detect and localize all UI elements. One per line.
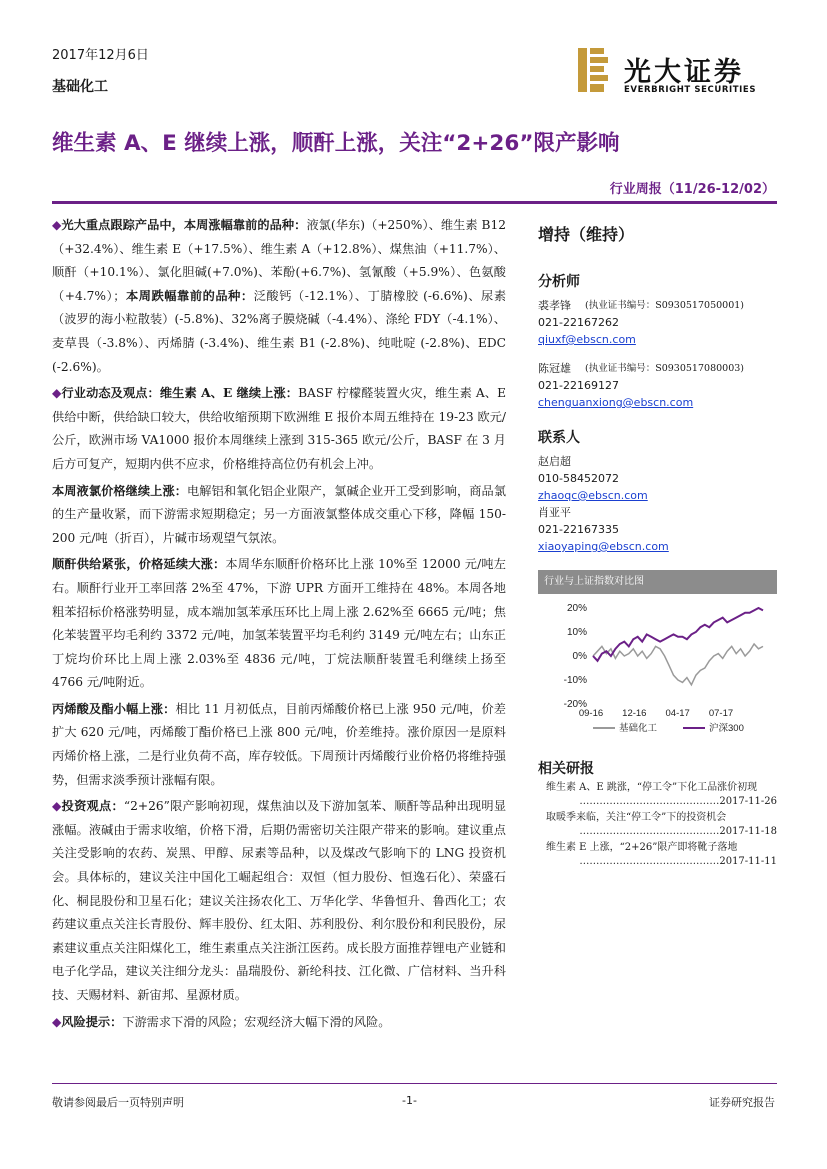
analyst-cert: (执业证书编号：S0930517050001): [585, 300, 744, 311]
body-text: “2+26”限产影响初现，煤焦油以及下游加氢苯、顺酐等品种出现明显涨幅。液碱由于需求收缩，价格下滑，后期仍需密切关注限产带来的影响。建议重点关注受影响的农药、炭黑、甲醇、尿素等品种，以及煤改气影响下的 LNG 投资机会。具体标的，建议关注中国化工崛起组合：双恒（恒力股份、恒逸石化）、荣盛石化、桐昆股份和卫星石化；建议关注扬农化工、万华化学、华鲁恒升、鲁西化工；农药建议重点关注长青股份、辉丰股份、红太阳、苏利股份、利尔股份和利民股份，尿素建议重点关注阳煤化工，维生素重点关注浙江医药。成长股方面推荐锂电产业链和电子化学品，建议关注细分龙头：晶瑞股份、新纶科技、江化微、广信材料、当升科技、天赐材料、新宙邦、星源材质。: [52, 799, 507, 1002]
report-type: 行业周报（11/26-12/02）: [609, 182, 775, 197]
lead-text: 本周液氯价格继续上涨：: [52, 483, 187, 498]
lead-text: 本周跌幅靠前的品种：: [125, 288, 254, 303]
analyst-email-link[interactable]: chenguanxiong@ebscn.com: [538, 396, 694, 409]
lead-text: 投资观点：: [61, 799, 124, 814]
related-report-item[interactable]: [538, 811, 777, 838]
lead-text: 顺酐供给紧张，价格延续大涨：: [52, 557, 226, 572]
footer-divider: [52, 1083, 777, 1084]
body-text: 液氯(华东)（+250%）、维生素 B12（+32.4%）、维生素 E（+17.5%）、维生素 A（+12.8%）、煤焦油（+11.7%）、顺酐（+10.1%）、氯化胆碱(+7.0%)、苯酚(+6.7%)、氢氰酸（+5.9%）、色氨酸（+4.7%）；: [52, 218, 506, 303]
comparison-chart: [538, 570, 777, 748]
contact-email-link[interactable]: zhaoqc@ebscn.com: [538, 489, 648, 502]
report-title: 维生素 A、E 继续上涨，顺酐上涨，关注“2+26”限产影响: [52, 131, 620, 156]
y-tick-label: 10%: [566, 627, 587, 638]
legend-label: 基础化工: [619, 723, 658, 734]
contact-phone: 010-58452072: [538, 472, 619, 485]
sidebar: [538, 214, 778, 555]
paragraph-maleic-anhydride: [52, 553, 506, 695]
header-divider: [52, 201, 777, 204]
x-tick-label: 12-16: [622, 708, 647, 719]
y-tick-label: -20%: [563, 699, 587, 710]
related-report-date: ……………………………………2017-11-26: [579, 796, 777, 807]
brand-logo: [578, 48, 778, 96]
diamond-bullet-icon: ◆: [52, 1014, 62, 1029]
body-text: 泛酸钙（-12.1%）、丁腈橡胶 (-6.6%)、尿素（波罗的海小粒散装）(-5.8%)、32%离子膜烧碱（-4.4%）、涤纶 FDY（-4.1%）、麦草畏（-3.8%）、丙烯腈 (-3.4%)、维生素 B1 (-2.8%)、纯吡啶 (-2.8%)、EDC (-2.6%)。: [52, 288, 507, 374]
rating: 增持（维持）: [538, 225, 635, 244]
x-tick-label: 07-17: [708, 708, 734, 719]
series-line: [593, 644, 763, 685]
lead-text: 丙烯酸及酯小幅上涨：: [52, 701, 176, 716]
logo-chinese-name: 光大证券: [624, 57, 744, 88]
everbright-logo-icon: [578, 48, 610, 92]
paragraph-liquid-chlorine: [52, 480, 506, 551]
report-date: 2017年12月6日: [52, 48, 149, 63]
body-text: 相比 11 月初低点，目前丙烯酸价格已上涨 950 元/吨，价差扩大 620 元/吨，丙烯酸丁酯价格已上涨 800 元/吨，价差维持。涨价原因一是原料丙烯价格上涨，二是行业负荷不高，库存较低。下周预计丙烯酸行业价格仍将维持强势，但需求淡季预计涨幅有限。: [52, 701, 506, 787]
paragraph-investment-view: [52, 795, 506, 1007]
analyst-card: [538, 360, 778, 411]
body-text: 电解铝和氧化铝企业限产，氯碱企业开工受到影响，商品氯的生产量收紧，而下游需求短期稳定；另一方面液氯整体成交重心下移，降幅 150-200 元/吨（折百），片碱市场观望气氛浓。: [52, 483, 507, 545]
contact-name: 肖亚平: [538, 506, 571, 519]
related-reports: [538, 758, 777, 868]
y-tick-label: -10%: [563, 675, 587, 686]
lead-text: 行业动态及观点：维生素 A、E 继续上涨：: [61, 386, 299, 401]
contact-phone: 021-22167335: [538, 523, 619, 536]
contact-email-link[interactable]: xiaoyaping@ebscn.com: [538, 540, 669, 553]
paragraph-risk: [52, 1011, 506, 1035]
related-report-title: 维生素 E 上涨，“2+26”限产即将靴子落地: [546, 842, 738, 853]
related-report-item[interactable]: [538, 781, 777, 808]
contact-card: [538, 453, 778, 555]
analyst-name: 陈冠雄: [538, 362, 571, 375]
page-number: -1-: [402, 1094, 417, 1107]
report-body: [52, 214, 506, 1037]
body-text: 本周华东顺酐价格环比上涨 10%至 12000 元/吨左右。顺酐行业开工率回落 2%至 47%，下游 UPR 方面开工维持在 48%。本周各地粗苯招标价格涨势明显，成本端加氢苯承压环比上周上涨 2.62%至 6665 元/吨；焦化苯装置平均毛利约 3372 元/吨，加氢苯装置平均毛利约 3149 元/吨左右；山东正丁烷均价环比上周上涨 2.03%至 4836 元/吨，丁烷法顺酐装置毛利继续上扬至 4766 元/吨附近。: [52, 557, 506, 690]
analyst-card: [538, 297, 778, 348]
logo-english-name: EVERBRIGHT SECURITIES: [624, 85, 757, 95]
related-heading: 相关研报: [538, 761, 594, 777]
body-text: BASF 柠檬醛装置火灾，维生素 A、E 供给中断，供给缺口较大，供给收缩预期下欧洲维 E 报价本周五维持在 19-23 欧元/公斤，欧洲市场 VA1000 报价本周继续上涨到 315-365 欧元/公斤，BASF 在 3 月后方可复产，短期内供不应求，价格维持高位仍有机会上冲。: [52, 386, 506, 471]
analyst-phone: 021-22167262: [538, 316, 619, 329]
related-report-title: 维生素 A、E 跳涨，“停工令”下化工品涨价初现: [546, 782, 758, 793]
related-report-date: ……………………………………2017-11-18: [579, 826, 777, 837]
y-tick-label: 0%: [572, 651, 587, 662]
analyst-phone: 021-22169127: [538, 379, 619, 392]
body-text: 下游需求下滑的风险；宏观经济大幅下滑的风险。: [122, 1014, 391, 1029]
contact-heading: 联系人: [538, 430, 580, 446]
paragraph-industry-news: [52, 382, 506, 476]
analyst-name: 裘孝锋: [538, 299, 571, 312]
related-report-date: ……………………………………2017-11-11: [579, 856, 777, 867]
diamond-bullet-icon: ◆: [52, 386, 62, 401]
related-report-item[interactable]: [538, 841, 777, 868]
footer-report-label: 证券研究报告: [709, 1096, 775, 1109]
contact-name: 赵启超: [538, 455, 571, 468]
analyst-email-link[interactable]: qiuxf@ebscn.com: [538, 333, 636, 346]
x-tick-label: 04-17: [665, 708, 690, 719]
related-report-title: 取暖季来临，关注“停工令”下的投资机会: [546, 812, 727, 823]
paragraph-acrylic-acid: [52, 698, 506, 792]
lead-text: 光大重点跟踪产品中，本周涨幅靠前的品种：: [61, 218, 307, 232]
y-tick-label: 20%: [566, 603, 587, 614]
x-tick-label: 09-16: [578, 708, 604, 719]
footer-disclaimer: 敬请参阅最后一页特别声明: [52, 1096, 184, 1109]
diamond-bullet-icon: ◆: [52, 218, 62, 232]
legend-label: 沪深300: [709, 723, 744, 734]
chart-canvas: [538, 594, 777, 748]
analyst-cert: (执业证书编号：S0930517080003): [585, 363, 744, 374]
diamond-bullet-icon: ◆: [52, 799, 62, 814]
sector-label: 基础化工: [52, 79, 108, 95]
paragraph-price-movers: [52, 214, 506, 379]
lead-text: 风险提示：: [61, 1014, 123, 1029]
analyst-heading: 分析师: [538, 274, 580, 290]
chart-title: 行业与上证指数对比图: [538, 570, 777, 594]
